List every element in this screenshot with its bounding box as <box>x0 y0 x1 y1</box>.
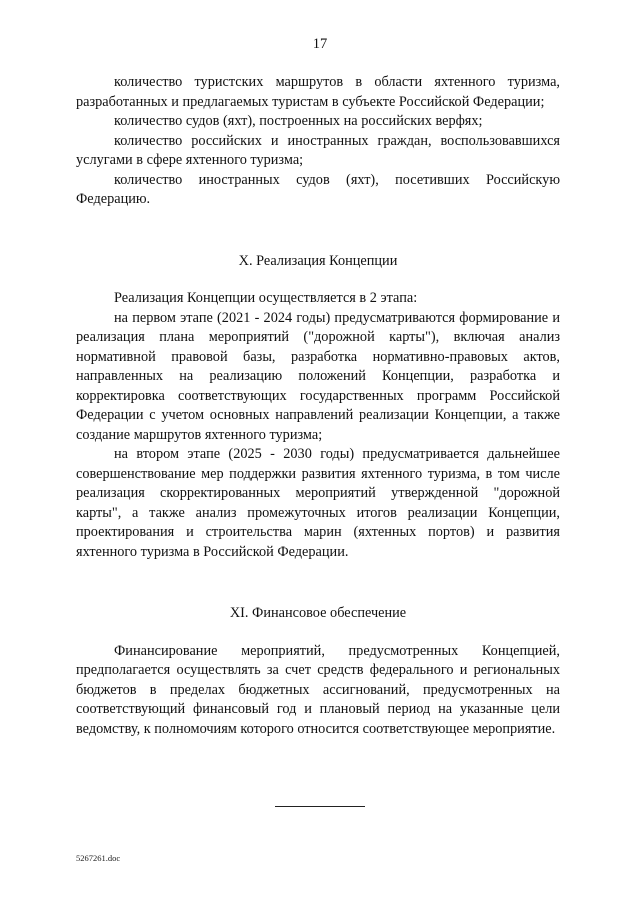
indicator-item: количество иностранных судов (яхт), посетивших Российскую Федерацию. <box>76 171 560 207</box>
page-number: 17 <box>312 36 328 52</box>
section-xi-paragraph: Финансирование мероприятий, предусмотренных Концепцией, предполагается осуществлять за счет средств федерального и региональных бюджетов в пределах бюджетных ассигнований, предусмотренных на соответствующий финансовый год и плановый период на указанные цели ведомству, к полномочиям которого относится соответствующее мероприятие. <box>76 642 560 737</box>
end-separator-line <box>275 806 365 807</box>
document-body <box>76 73 560 739</box>
section-x-paragraph: на первом этапе (2021 - 2024 годы) предусматриваются формирование и реализация плана мероприятий ("дорожной карты"), включая анализ нормативной правовой базы, разработка нормативно-правовых актов, направленных на реализацию положений Концепции, разработка и корректировка соответствующих государственных программ Российской Федерации с учетом основных направлений реализации Концепции, а также создание маршрутов яхтенного туризма; <box>76 309 560 443</box>
indicator-item: количество судов (яхт), построенных на российских верфях; <box>114 113 483 129</box>
indicator-item: количество туристских маршрутов в области яхтенного туризма, разработанных и предлагаемых туристам в субъекте Российской Федерации; <box>76 74 560 110</box>
indicator-item: количество российских и иностранных граждан, воспользовавшихся услугами в сфере яхтенного туризма; <box>76 132 560 168</box>
footer-doc-id: 5267261.doc <box>76 853 121 863</box>
section-heading-x: X. Реализация Концепции <box>238 252 398 269</box>
section-x-paragraph: Реализация Концепции осуществляется в 2 этапа: <box>114 290 418 306</box>
section-heading-xi: XI. Финансовое обеспечение <box>229 605 407 621</box>
section-x-paragraph: на втором этапе (2025 - 2030 годы) предусматривается дальнейшее совершенствование мер поддержки развития яхтенного туризма, в том числе реализация скорректированных мероприятий утвержденной "дорожной карты", а также анализ промежуточных итогов реализации Концепции, проектирования и строительства марин (яхтенных портов) и развития яхтенного туризма в Российской Федерации. <box>76 446 560 560</box>
